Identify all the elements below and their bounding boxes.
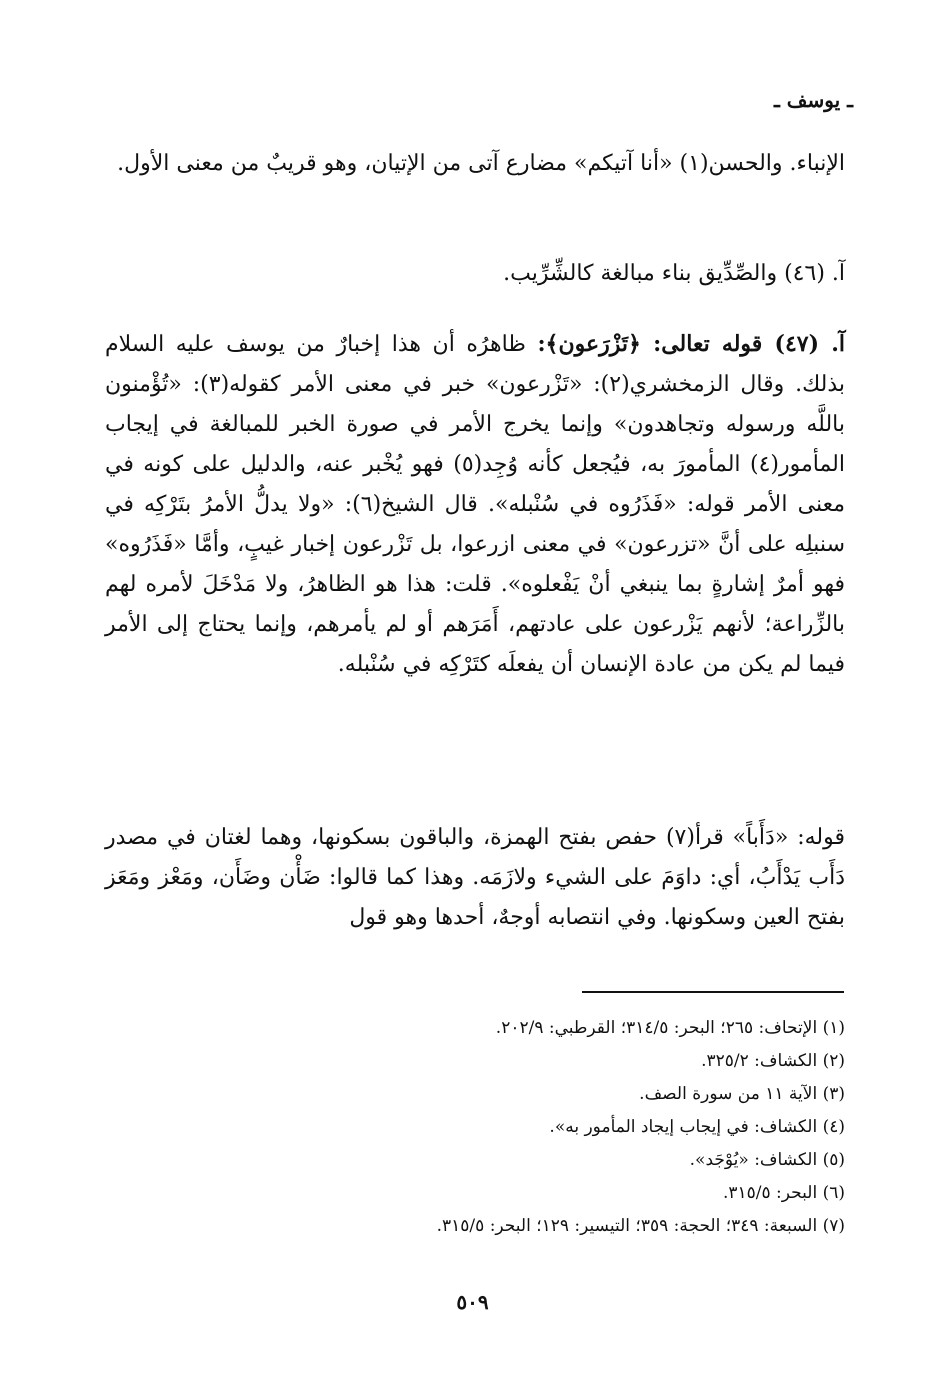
page-number: ٥٠٩: [456, 1290, 489, 1314]
paragraph-1: الإنباء. والحسن(١) «أنا آتيكم» مضارع آتى من الإتيان، وهو قريبٌ من معنى الأول.: [117, 151, 845, 176]
footnote-4: (٤) الكشاف: في إيجاب إيجاد المأمور به».: [549, 1117, 845, 1137]
footnote-5: (٥) الكشاف: «يُوْجَد».: [689, 1150, 845, 1170]
paragraph-3-text: ظاهرُه أن هذا إخبارٌ من يوسف عليه السلام بذلك. وقال الزمخشري(٢): «تَزْرعون» خبر في معنى الأمر كقوله(٣): «تُؤْمنون باللَّه ورسوله وتجاهدون» وإنما يخرج الأمر في صورة الخبر للمبالغة في إيجاب المأمور(٤) المأمورَ به، فيُجعل كأنه وُجِد(٥) فهو يُخْبر عنه، والدليل على كونه في معنى الأمر قوله: «فَذَرُوه في سُنْبله». قال الشيخ(٦): «ولا يدلُّ الأمرُ بتَرْكِه في سنبلِه على أنَّ «تزرعون» في معنى ازرعوا، بل تَزْرعون إخبار غيبٍ، وأمَّا «فَذَرُوه» فهو أمرٌ إشارةٍ بما ينبغي أنْ يَفْعلوه». قلت: هذا هو الظاهرُ، ولا مَدْخَلَ لأمره لهم بالزِّراعة؛ لأنهم يَزْرعون على عادتهم، أَمَرَهم أو لم يأمرهم، وإنما يحتاج إلى الأمر فيما لم يكن من عادة الإنسان أن يفعلَه كتَرْكِه في سُنْبله.: [105, 332, 845, 677]
paragraph-3: [105, 324, 845, 685]
paragraph-2: آ. (٤٦) والصِّدِّيق بناء مبالغة كالشِّرِّيب.: [503, 261, 845, 286]
footnote-divider: [582, 991, 844, 993]
footnote-1: (١) الإتحاف: ٢٦٥؛ البحر: ٣١٤/٥؛ القرطبي: ٢٠٢/٩.: [495, 1018, 845, 1038]
footnotes: [145, 1012, 845, 1243]
footnote-7: (٧) السبعة: ٣٤٩؛ الحجة: ٣٥٩؛ التيسير: ١٢٩؛ البحر: ٣١٥/٥.: [436, 1216, 845, 1236]
verse-heading: آ. (٤٧) قوله تعالى: ﴿تَزْرَعون﴾:: [537, 331, 845, 357]
paragraph-4: قوله: «دَأَباً» قرأ(٧) حفص بفتح الهمزة، والباقون بسكونها، وهما لغتان في مصدر دَأَب يَدْأَبُ، أي: داوَمَ على الشيء ولازَمَه. وهذا كما قالوا: ضَأْن وضَأَن، ومَعْز ومَعَز بفتح العين وسكونها. وفي انتصابه أوجهٌ، أحدها وهو قول: [105, 825, 845, 930]
footnote-3: (٣) الآية ١١ من سورة الصف.: [639, 1084, 845, 1104]
footnote-2: (٢) الكشاف: ٣٢٥/٢.: [701, 1051, 845, 1071]
running-header: ـ يوسف ـ: [773, 88, 853, 112]
footnote-6: (٦) البحر: ٣١٥/٥.: [722, 1183, 845, 1203]
